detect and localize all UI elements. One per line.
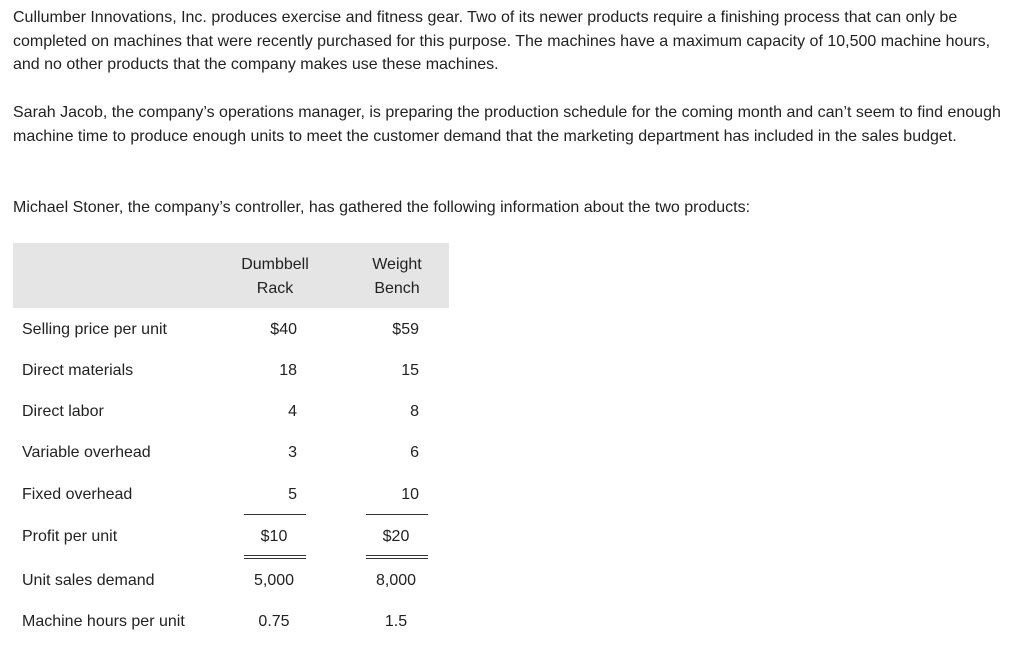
controller-paragraph: Michael Stoner, the company’s controller, has gathered the following information about the two products: — [13, 199, 751, 216]
dumbbell-rack-value: 5,000 — [253, 572, 295, 589]
subtotal-rule-bench — [366, 514, 428, 515]
table-header — [13, 243, 449, 308]
dumbbell-rack-value: 18 — [279, 362, 297, 379]
subtotal-rule-dumbbell — [244, 514, 306, 515]
weight-bench-value: 6 — [410, 444, 419, 461]
row-label: Machine hours per unit — [22, 613, 185, 630]
intro-paragraph: Cullumber Innovations, Inc. produces exercise and fitness gear. Two of its newer products require a finishing process that can only be completed on machines that were recently purchased for this purpose. The machines have a maximum capacity of 10,500 machine hours, and no other products that the company makes use these machines. — [13, 9, 991, 73]
row-label: Direct materials — [22, 362, 134, 379]
row-machine-hours — [13, 610, 449, 634]
weight-bench-value: 10 — [401, 486, 419, 503]
dumbbell-rack-value: $40 — [270, 321, 297, 338]
dumbbell-rack-value: 5 — [288, 486, 297, 503]
row-label: Unit sales demand — [22, 572, 155, 589]
row-fixed-overhead — [13, 483, 449, 507]
weight-bench-value: 15 — [401, 362, 419, 379]
total-double-rule-dumbbell — [244, 555, 306, 559]
weight-bench-value: 8,000 — [375, 572, 417, 589]
total-double-rule-bench — [366, 555, 428, 559]
row-unit-sales-demand — [13, 569, 449, 593]
row-direct-materials — [13, 359, 449, 383]
product-info-table — [13, 243, 449, 643]
row-direct-labor — [13, 400, 449, 424]
operations-manager-paragraph: Sarah Jacob, the company’s operations manager, is preparing the production schedule for the coming month and can’t seem to find enough machine time to produce enough units to meet the customer demand that the marketing department has included in the sales budget. — [13, 104, 1001, 145]
weight-bench-value: $59 — [392, 321, 419, 338]
row-selling-price — [13, 318, 449, 342]
row-profit-per-unit — [13, 525, 449, 549]
row-label: Profit per unit — [22, 528, 118, 545]
weight-bench-value: $20 — [382, 528, 410, 545]
row-label: Variable overhead — [22, 444, 151, 461]
row-label: Selling price per unit — [22, 321, 167, 338]
dumbbell-rack-value: 0.75 — [258, 613, 290, 630]
column-header-weight-bench: Weight Bench — [372, 256, 422, 297]
column-header-dumbbell-rack: Dumbbell Rack — [241, 256, 309, 297]
row-variable-overhead — [13, 441, 449, 465]
dumbbell-rack-value: 4 — [288, 403, 297, 420]
weight-bench-value: 1.5 — [384, 613, 408, 630]
dumbbell-rack-value: $10 — [260, 528, 288, 545]
dumbbell-rack-value: 3 — [288, 444, 297, 461]
row-label: Fixed overhead — [22, 486, 133, 503]
row-label: Direct labor — [22, 403, 104, 420]
weight-bench-value: 8 — [410, 403, 419, 420]
